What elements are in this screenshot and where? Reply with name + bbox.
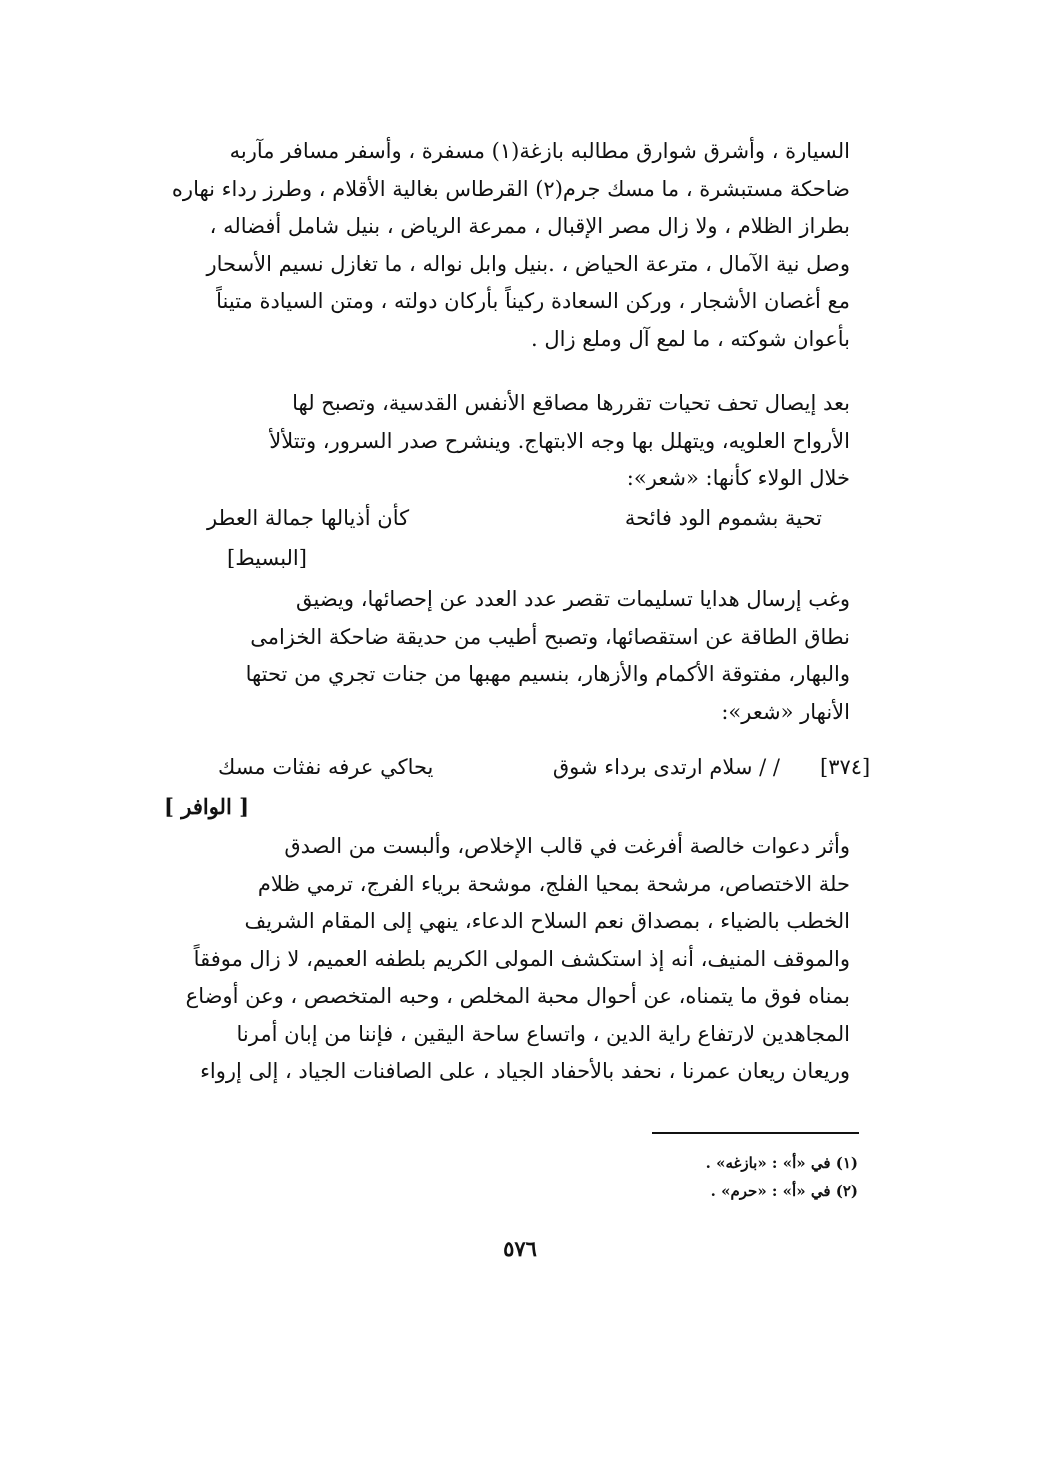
verse-1-meter: [البسيط] (227, 546, 307, 570)
text-line: والبهار، مفتوقة الأكمام والأزهار، بنسيم مهبها من جنات تجري من تحتها (245, 662, 850, 686)
footnote-divider (652, 1132, 859, 1134)
text-line: الخطب بالضياء ، بمصداق نعم السلاح الدعاء، ينهي إلى المقام الشريف (244, 909, 850, 933)
footnote-1: (١) في «أ» : «بازغه» . (705, 1154, 858, 1172)
verse-1-first-hemistich: تحية بشموم الود فائحة (624, 506, 822, 530)
text-line: وأثر دعوات خالصة أفرغت في قالب الإخلاص، وألبست من الصدق (284, 834, 850, 858)
text-line: بعد إيصال تحف تحيات تقررها مصاقع الأنفس القدسية، وتصبح لها (292, 391, 850, 415)
text-line: وصل نية الآمال ، مترعة الحياض ، .بنيل وابل نواله ، ما تغازل نسيم الأسحار (206, 251, 850, 276)
text-line: حلة الاختصاص، مرشحة بمحيا الفلج، موشحة برياء الفرج، ترمي ظلام (257, 871, 850, 896)
text-line: نطاق الطاقة عن استقصائها، وتصبح أطيب من حديقة ضاحكة الخزامى (250, 624, 850, 649)
text-line: بطراز الظلام ، ولا زال مصر الإقبال ، ممرعة الرياض ، بنيل شامل أفضاله ، (209, 214, 850, 238)
verse-2-first-hemistich: / / سلام ارتدى برداء شوق (552, 755, 780, 779)
text-line: الأنهار «شعر»: (721, 699, 850, 724)
footnote-2: (٢) في «أ» : «حرم» . (710, 1182, 858, 1200)
text-line: وريعان ريعان عمرنا ، نحفد بالأحفاد الجياد ، على الصافنات الجياد ، إلى إرواء (200, 1059, 850, 1083)
paragraph-4 (160, 828, 850, 1091)
paragraph-1 (160, 133, 850, 358)
verse-1-second-hemistich: كأن أذيالها جمالة العطر (207, 506, 410, 530)
text-line: المجاهدين لارتفاع راية الدين ، واتساع ساحة اليقين ، فإننا من إبان أمرنا (236, 1021, 850, 1046)
text-line: ضاحكة مستبشرة ، ما مسك جرم(٢) القرطاس بغالية الأقلام ، وطرز رداء نهاره (171, 176, 850, 201)
text-line: بمناه فوق ما يتمناه، عن أحوال محبة المخلص ، وحبه المتخصص ، وعن أوضاع (185, 984, 850, 1008)
paragraph-2 (160, 385, 850, 498)
text-line: بأعوان شوكته ، ما لمع آل وملع زال . (531, 326, 850, 351)
verse-2-second-hemistich: يحاكي عرفه نفثات مسك (218, 755, 434, 779)
paragraph-3 (160, 581, 850, 731)
text-line: مع أغصان الأشجار ، وركن السعادة ركيناً بأركان دولته ، ومتن السيادة متيناً (216, 289, 850, 313)
page-marker: [٣٧٤] (820, 755, 871, 779)
text-line: وغب إرسال هدايا تسليمات تقصر عدد العدد عن إحصائها، ويضيق (296, 587, 850, 611)
text-line: والموقف المنيف، أنه إذ استكشف المولى الكريم بلطفه العميم، لا زال موفقاً (193, 946, 850, 971)
text-line: السيارة ، وأشرق شوارق مطالبه بازغة(١) مسفرة ، وأسفر مسافر مآربه (229, 139, 850, 163)
text-line: خلال الولاء كأنها: «شعر»: (626, 466, 850, 490)
text-line: الأرواح العلويه، ويتهلل بها وجه الابتهاج. وينشرح صدر السرور، وتتلألأ (269, 428, 850, 453)
verse-2-meter: [ الوافر ] (164, 794, 250, 819)
page-number: ٥٧٦ (503, 1236, 537, 1261)
